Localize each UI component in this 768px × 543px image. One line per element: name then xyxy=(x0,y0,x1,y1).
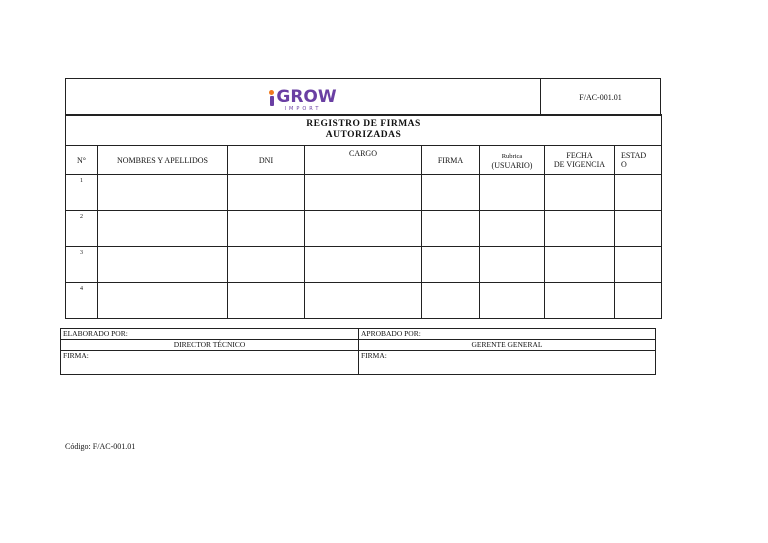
table-row xyxy=(66,175,662,211)
cell-position[interactable] xyxy=(305,211,422,247)
table-header-row xyxy=(66,146,662,175)
table-row xyxy=(66,247,662,283)
col-rubric-line2: (USUARIO) xyxy=(491,160,533,170)
signatures-table xyxy=(65,114,662,319)
prepared-signature-field[interactable] xyxy=(61,351,359,375)
col-validity-line1: FECHA xyxy=(566,151,593,160)
footer-document-code: Código: F/AC-001.01 xyxy=(65,442,136,451)
logo-cell xyxy=(66,79,541,116)
cell-signature[interactable] xyxy=(422,247,480,283)
prepared-by-label: ELABORADO POR: xyxy=(61,329,359,340)
cell-names[interactable] xyxy=(98,211,228,247)
cell-status[interactable] xyxy=(615,211,662,247)
cell-dni[interactable] xyxy=(228,283,305,319)
col-validity-line2: DE VIGENCIA xyxy=(553,160,606,169)
cell-validity-date[interactable] xyxy=(545,247,615,283)
cell-dni[interactable] xyxy=(228,247,305,283)
col-validity-date xyxy=(545,146,615,175)
table-row xyxy=(66,211,662,247)
cell-signature[interactable] xyxy=(422,211,480,247)
cell-status[interactable] xyxy=(615,175,662,211)
approved-by-role: GERENTE GENERAL xyxy=(359,340,656,351)
form-title xyxy=(66,115,662,146)
igrow-logo xyxy=(269,89,336,112)
document-header xyxy=(65,78,661,116)
approved-signature-label: FIRMA: xyxy=(361,351,387,360)
document-code: F/AC-001.01 xyxy=(541,79,661,116)
col-names: NOMBRES Y APELLIDOS xyxy=(98,146,228,175)
cell-rubric[interactable] xyxy=(480,247,545,283)
cell-status[interactable] xyxy=(615,283,662,319)
cell-validity-date[interactable] xyxy=(545,283,615,319)
cell-validity-date[interactable] xyxy=(545,175,615,211)
cell-dni[interactable] xyxy=(228,211,305,247)
cell-dni[interactable] xyxy=(228,175,305,211)
cell-position[interactable] xyxy=(305,175,422,211)
approved-by-label: APROBADO POR: xyxy=(359,329,656,340)
prepared-by-role: DIRECTOR TÉCNICO xyxy=(61,340,359,351)
igrow-logo-icon xyxy=(269,90,274,106)
table-row xyxy=(66,283,662,319)
cell-names[interactable] xyxy=(98,247,228,283)
approval-table xyxy=(60,328,656,375)
form-title-line2: AUTORIZADAS xyxy=(325,130,402,140)
cell-rubric[interactable] xyxy=(480,283,545,319)
col-rubric-line1: Rubrica xyxy=(501,152,523,160)
cell-validity-date[interactable] xyxy=(545,211,615,247)
row-number: 3 xyxy=(66,247,98,283)
col-status xyxy=(615,146,662,175)
cell-signature[interactable] xyxy=(422,283,480,319)
logo-subtitle: IMPORT xyxy=(284,106,322,112)
col-number: N° xyxy=(66,146,98,175)
col-rubric xyxy=(480,146,545,175)
col-signature: FIRMA xyxy=(422,146,480,175)
prepared-signature-label: FIRMA: xyxy=(63,351,89,360)
cell-names[interactable] xyxy=(98,175,228,211)
cell-position[interactable] xyxy=(305,283,422,319)
cell-signature[interactable] xyxy=(422,175,480,211)
col-status-line2: O xyxy=(621,160,627,169)
cell-status[interactable] xyxy=(615,247,662,283)
cell-position[interactable] xyxy=(305,247,422,283)
cell-rubric[interactable] xyxy=(480,211,545,247)
logo-wordmark: GROW xyxy=(276,87,337,107)
form-title-line1: REGISTRO DE FIRMAS xyxy=(306,119,421,129)
col-dni: DNI xyxy=(228,146,305,175)
col-position: CARGO xyxy=(305,146,422,175)
cell-rubric[interactable] xyxy=(480,175,545,211)
row-number: 1 xyxy=(66,175,98,211)
row-number: 4 xyxy=(66,283,98,319)
row-number: 2 xyxy=(66,211,98,247)
cell-names[interactable] xyxy=(98,283,228,319)
col-status-line1: ESTAD xyxy=(621,151,647,160)
approved-signature-field[interactable] xyxy=(359,351,656,375)
